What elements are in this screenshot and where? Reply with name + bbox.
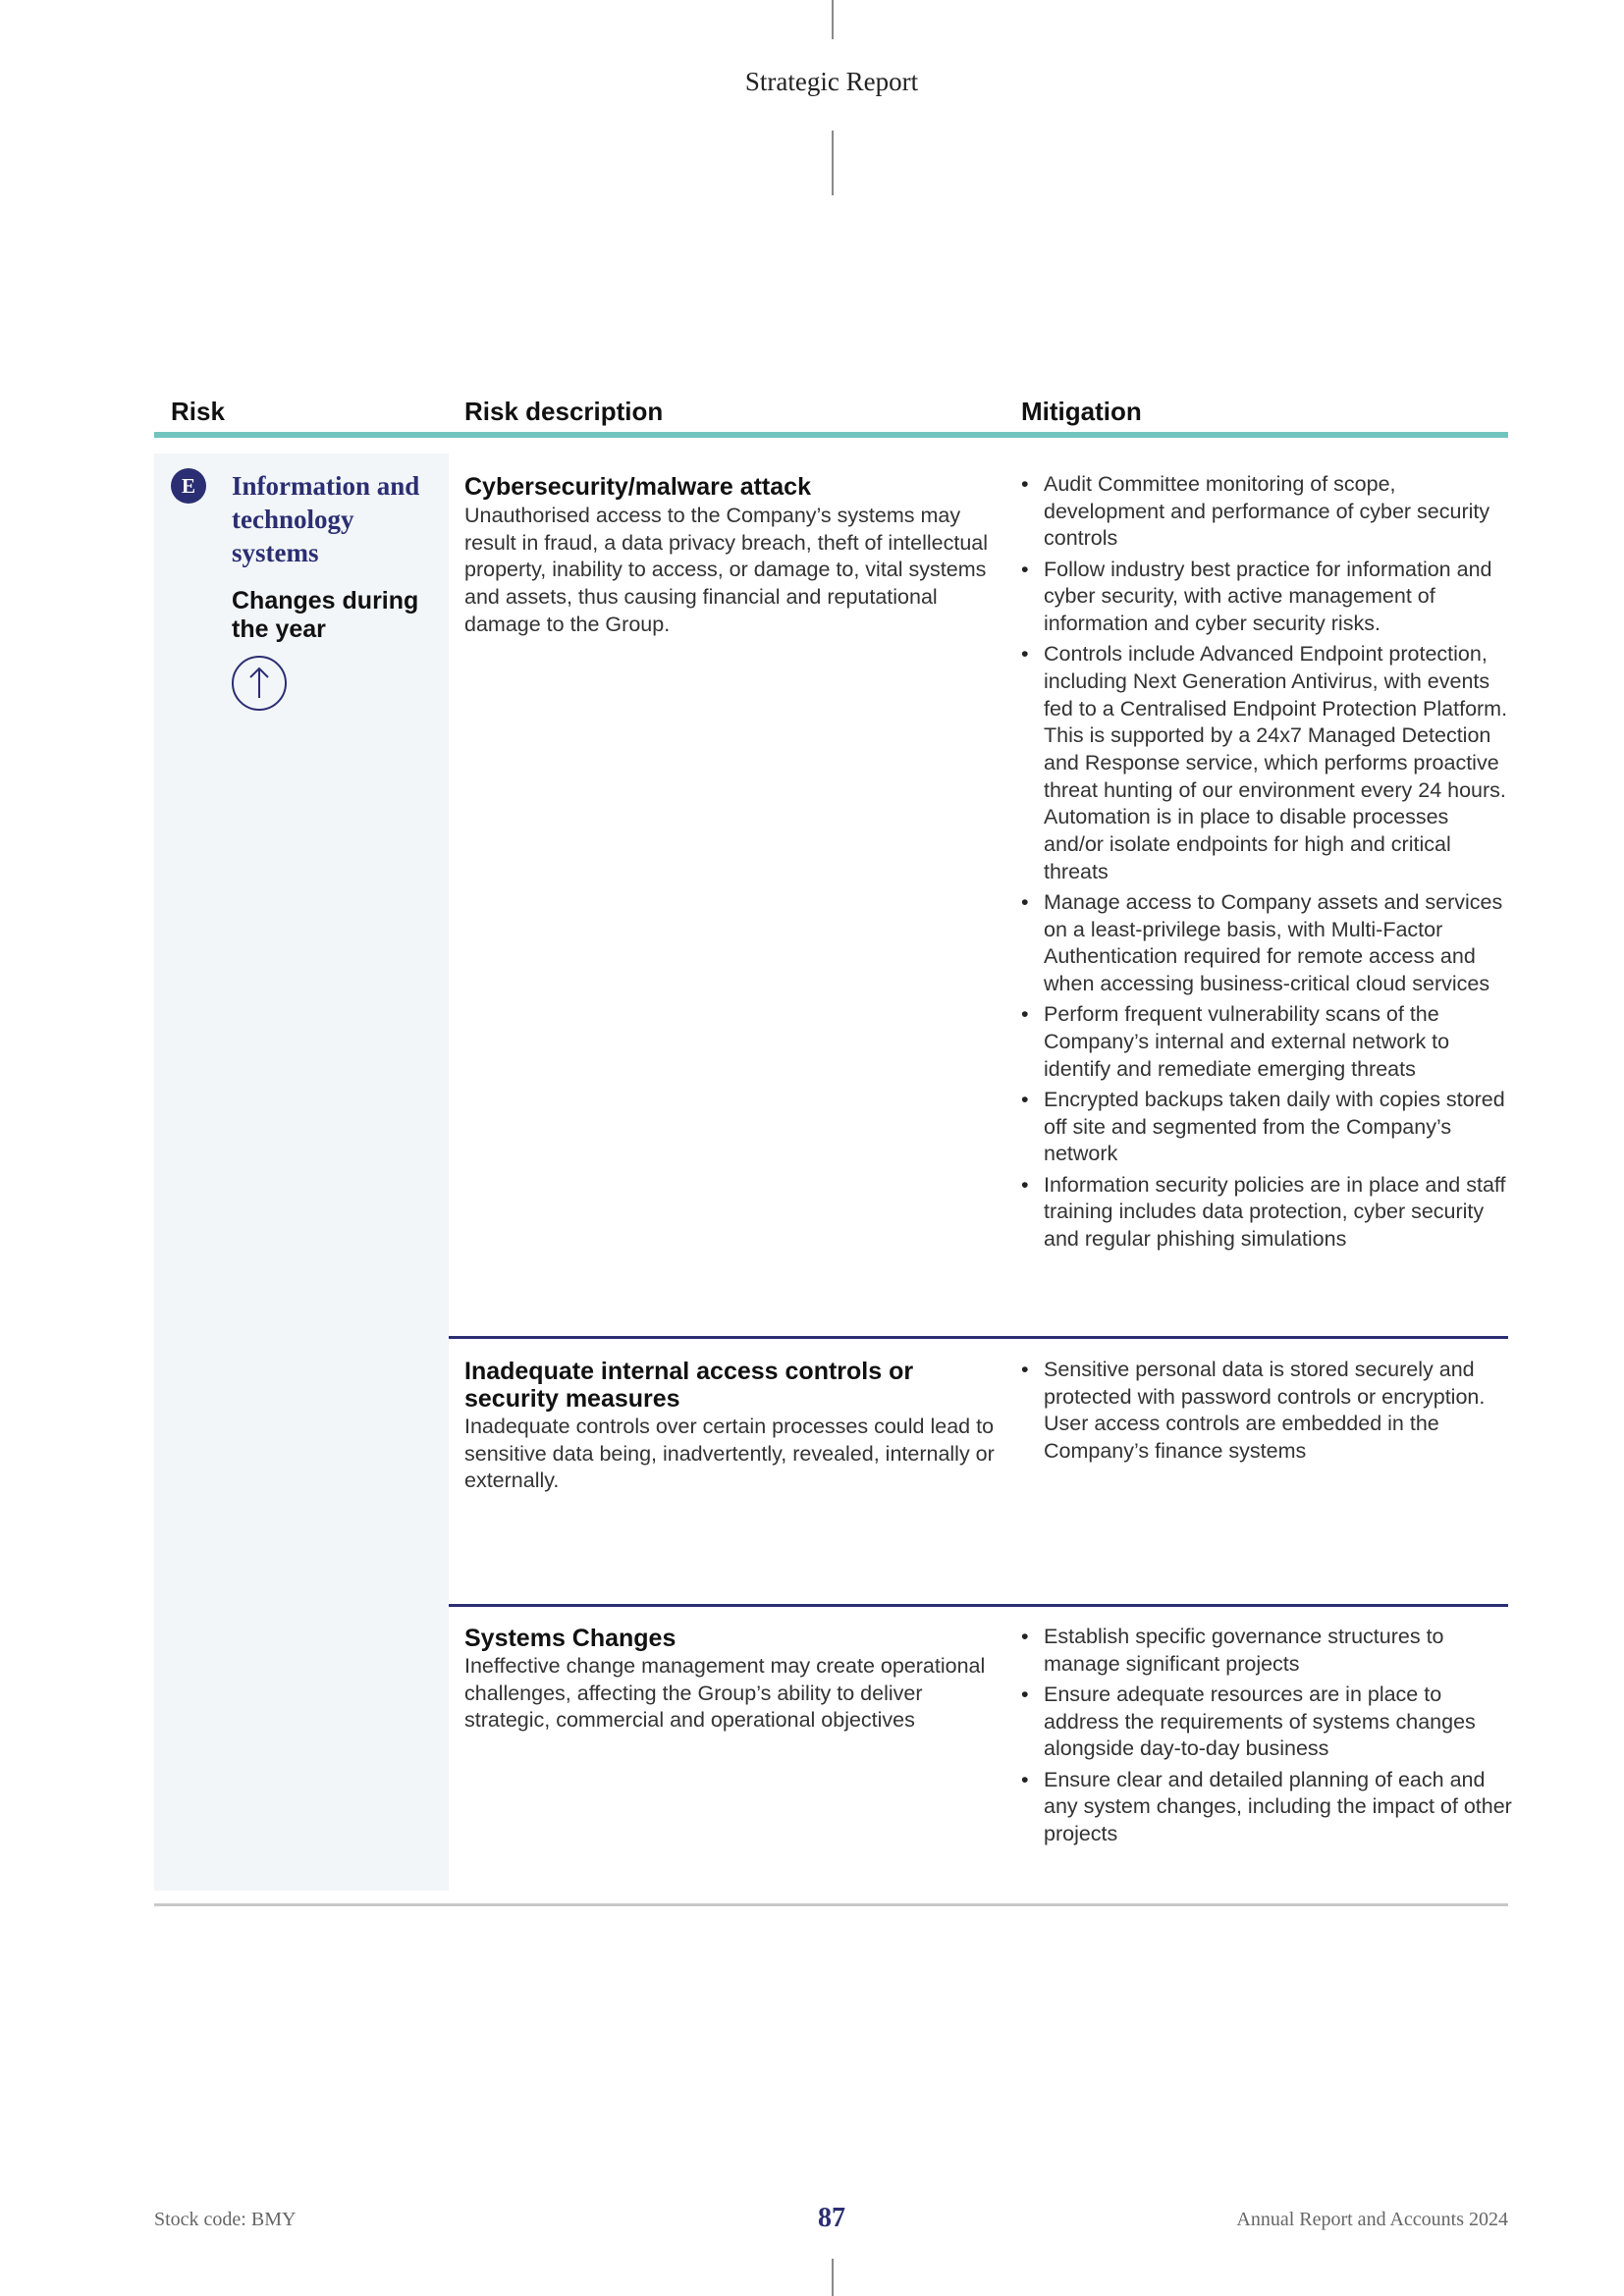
column-header-description: Risk description [464, 397, 664, 426]
mitigation-item: • Ensure clear and detailed planning of each and any system changes, including the impact of other projects [1021, 1767, 1512, 1848]
mitigation-item: • Ensure adequate resources are in place to address the requirements of systems changes alongside day-to-day business [1021, 1682, 1512, 1763]
risk-description: Inadequate controls over certain processes could lead to sensitive data being, inadvertently, revealed, internally or externally. [464, 1415, 995, 1493]
risk-description: Unauthorised access to the Company’s systems may result in fraud, a data privacy breach, theft of intellectual property, inability to access, or damage to, vital systems and assets, thus causing financial and reputational damage to the Group. [464, 504, 989, 636]
mitigation-item: • Follow industry best practice for information and cyber security, with active management of information and cyber security risks. [1021, 557, 1512, 638]
mitigation-list [1021, 1624, 1512, 1851]
header-rule [154, 432, 1508, 438]
mitigation-item: • Information security policies are in place and staff training includes data protection, cyber security and regular phishing simulations [1021, 1172, 1512, 1254]
mitigation-item: • Perform frequent vulnerability scans of the Company’s internal and external network to identify and remediate emerging threats [1021, 1001, 1512, 1083]
risk-title: Inadequate internal access controls or security measures [464, 1358, 914, 1413]
arrow-up-circle-icon [231, 655, 288, 712]
mitigation-item: • Controls include Advanced Endpoint protection, including Next Generation Antivirus, with events fed to a Centralised Endpoint Protection Platform. This is supported by a 24x7 Managed Detection and Response service, which performs proactive threat hunting of our environment every 24 hours. Automation is in place to disable processes and/or isolate endpoints for high and critical threats [1021, 641, 1512, 885]
table-bottom-rule [154, 1903, 1508, 1906]
mitigation-item: • Manage access to Company assets and services on a least-privilege basis, with Multi-Factor Authentication required for remote access and when accessing business-critical cloud services [1021, 889, 1512, 998]
page-number: 87 [818, 2203, 845, 2233]
mitigation-item: • Sensitive personal data is stored securely and protected with password controls or encryption. User access controls are embedded in the Company’s finance systems [1021, 1357, 1512, 1466]
section-title: Strategic Report [744, 67, 919, 96]
risk-category-title: Information and technology systems [232, 471, 420, 567]
mitigation-list [1021, 1357, 1512, 1468]
mitigation-item: • Audit Committee monitoring of scope, development and performance of cyber security controls [1021, 471, 1512, 553]
risk-title: Cybersecurity/malware attack [464, 473, 811, 501]
column-header-mitigation: Mitigation [1021, 397, 1142, 426]
risk-title: Systems Changes [464, 1625, 677, 1652]
column-header-risk: Risk [171, 397, 225, 426]
row-divider [449, 1336, 1508, 1339]
footer-report-name: Annual Report and Accounts 2024 [1236, 2209, 1508, 2230]
risk-panel [154, 454, 449, 1891]
title-divider-line [832, 131, 834, 195]
mitigation-list [1021, 471, 1512, 1256]
risk-letter-badge: E [171, 468, 206, 504]
bottom-divider-line [832, 2259, 834, 2296]
mitigation-item: • Encrypted backups taken daily with copies stored off site and segmented from the Company’s network [1021, 1087, 1512, 1168]
changes-during-year-label: Changes during the year [232, 587, 419, 643]
risk-description: Ineffective change management may create operational challenges, affecting the Group’s ability to deliver strategic, commercial and operational objectives [464, 1654, 986, 1733]
footer-stock-code: Stock code: BMY [154, 2209, 297, 2230]
top-divider-line [832, 0, 834, 39]
row-divider [449, 1604, 1508, 1607]
mitigation-item: • Establish specific governance structures to manage significant projects [1021, 1624, 1512, 1678]
